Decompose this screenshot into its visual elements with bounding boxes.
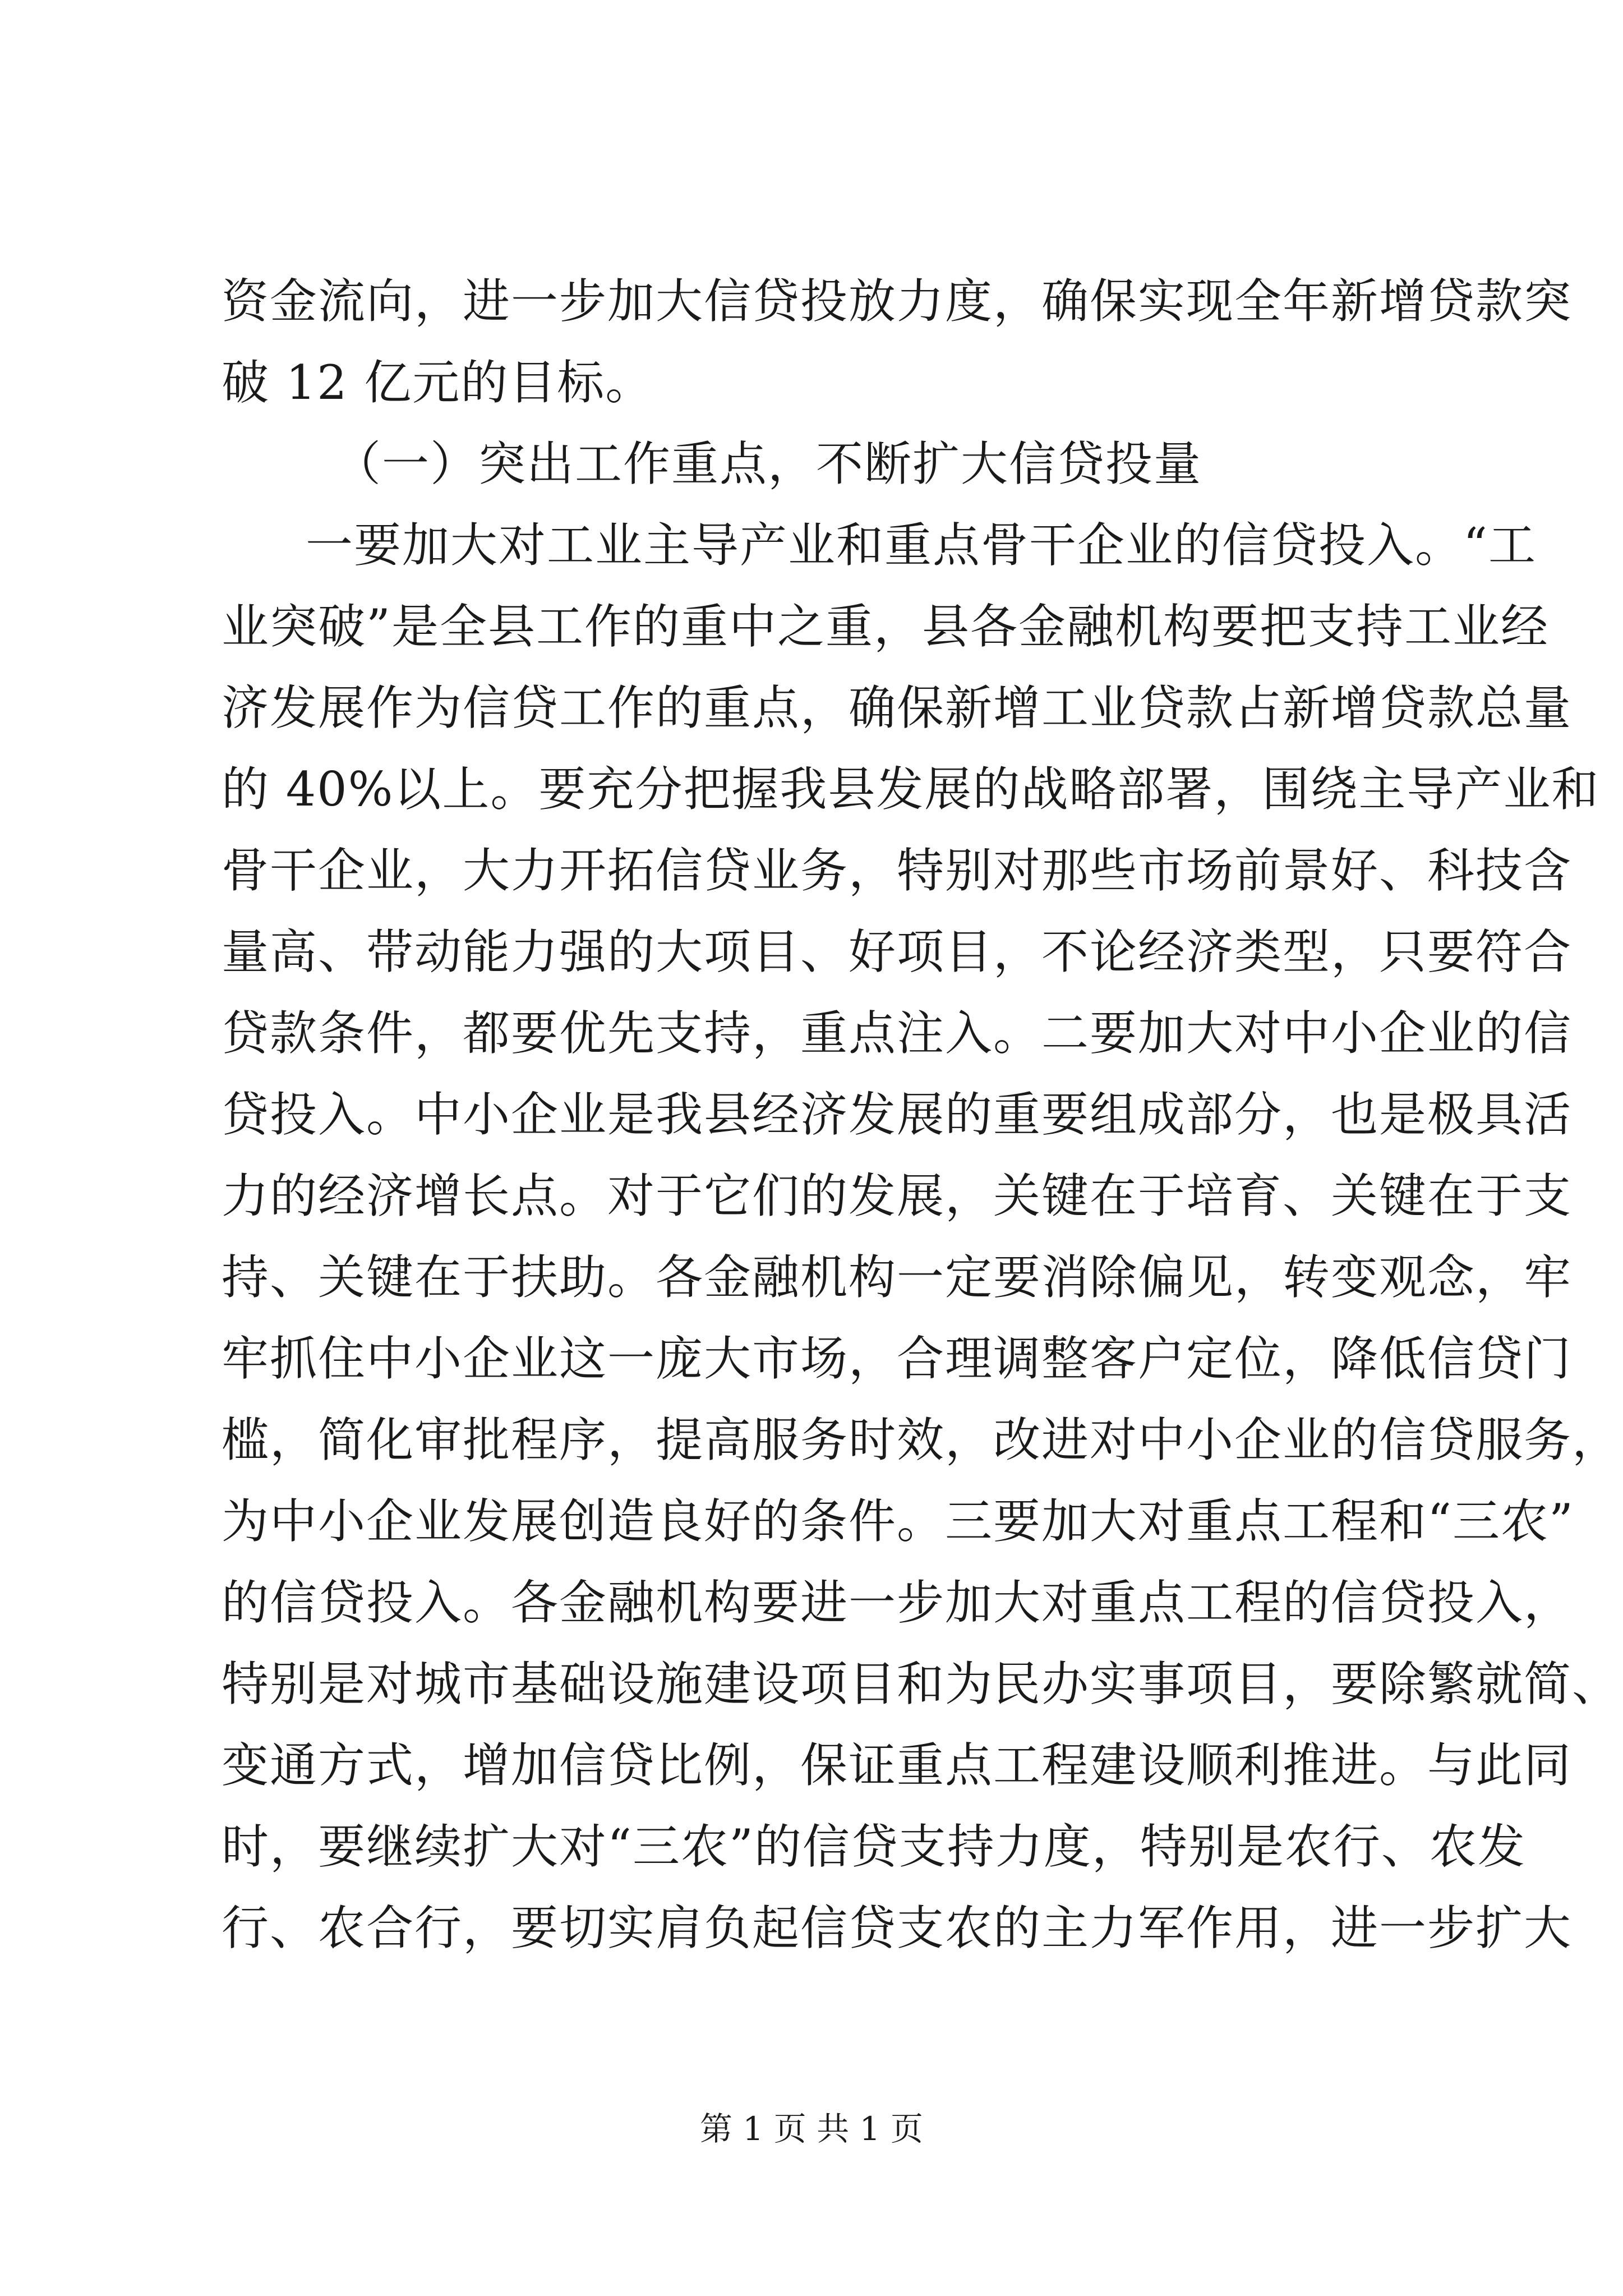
text-line: 特别是对城市基础设施建设项目和为民办实事项目，要除繁就简、 [222, 1657, 1621, 1711]
text-line: 业突破”是全县工作的重中之重，县各金融机构要把支持工业经 [222, 599, 1549, 654]
text-line: 的 40%以上。要充分把握我县发展的战略部署，围绕主导产业和 [222, 762, 1600, 817]
text-line: 牢抓住中小企业这一庞大市场，合理调整客户定位，降低信贷门 [222, 1331, 1573, 1386]
text-line: 破 12 亿元的目标。 [222, 355, 654, 410]
text-line: 骨干企业，大力开拓信贷业务，特别对那些市场前景好、科技含 [222, 843, 1573, 898]
text-line: 资金流向，进一步加大信贷投放力度，确保实现全年新增贷款突 [222, 274, 1573, 329]
text-line: 为中小企业发展创造良好的条件。三要加大对重点工程和“三农” [222, 1494, 1574, 1549]
text-line: 贷投入。中小企业是我县经济发展的重要组成部分，也是极具活 [222, 1087, 1573, 1142]
text-line: 济发展作为信贷工作的重点，确保新增工业贷款占新增贷款总量 [222, 680, 1573, 735]
text-line: 量高、带动能力强的大项目、好项目，不论经济类型，只要符合 [222, 924, 1573, 979]
section-heading: （一）突出工作重点，不断扩大信贷投量 [334, 436, 1202, 491]
text-line: 变通方式，增加信贷比例，保证重点工程建设顺利推进。与此同 [222, 1738, 1573, 1793]
text-line: 时，要继续扩大对“三农”的信贷支持力度，特别是农行、农发 [222, 1819, 1526, 1874]
text-line: 行、农合行，要切实肩负起信贷支农的主力军作用，进一步扩大 [222, 1901, 1573, 1955]
text-line: 力的经济增长点。对于它们的发展，关键在于培育、关键在于支 [222, 1168, 1573, 1223]
page-footer [0, 2106, 1623, 2151]
body-text [222, 261, 1621, 1969]
page-number-label: 第 1 页 共 1 页 [700, 2110, 923, 2148]
text-line: 贷款条件，都要优先支持，重点注入。二要加大对中小企业的信 [222, 1006, 1573, 1061]
text-line: 持、关键在于扶助。各金融机构一定要消除偏见，转变观念，牢 [222, 1250, 1573, 1305]
text-line: 一要加大对工业主导产业和重点骨干企业的信贷投入。“工 [306, 518, 1537, 573]
text-line: 槛，简化审批程序，提高服务时效，改进对中小企业的信贷服务， [222, 1412, 1621, 1467]
text-line: 的信贷投入。各金融机构要进一步加大对重点工程的信贷投入， [222, 1575, 1573, 1630]
